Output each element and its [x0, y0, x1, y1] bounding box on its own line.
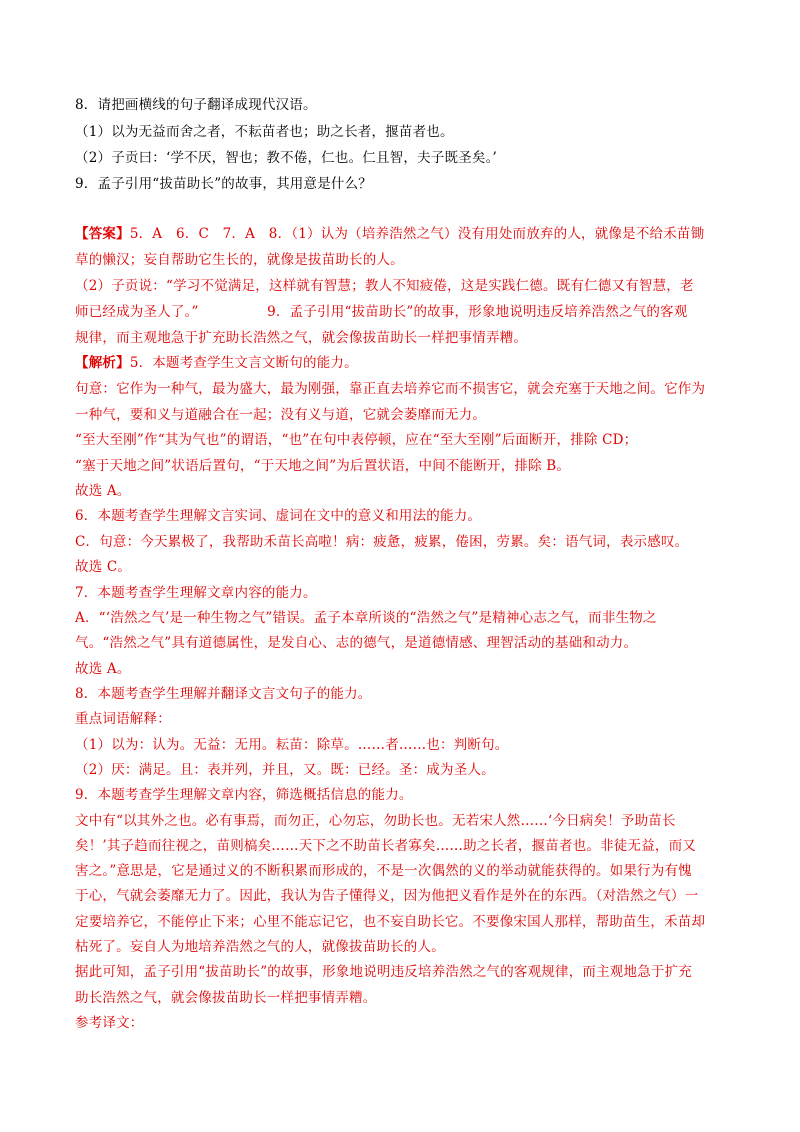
- answer-line-5: 规律，而主观地急于扩充助长浩然之气，就会像拔苗助长一样把事情弄糟。: [75, 330, 528, 346]
- answer-line-1: 【答案】5．A 6．C 7．A 8．（1）认为（培养浩然之气）没有用处而放弃的人，就像是不给禾苗锄: [75, 226, 705, 242]
- analysis-line-18: 9．本题考查学生理解文章内容，筛选概括信息的能力。: [75, 787, 413, 803]
- analysis-line-4: “至大至刚”作“其为气也”的谓语，“也”在句中表停顿，应在“至大至刚”后面断开，排除 CD；: [75, 432, 638, 448]
- analysis-line-10: 7．本题考查学生理解文章内容的能力。: [75, 585, 317, 601]
- answer-tag: 【答案】: [75, 226, 130, 242]
- analysis-line-27: 参考译文：: [75, 1015, 144, 1031]
- question-9: 9．孟子引用“拔苗助长”的故事，其用意是什么？: [75, 176, 372, 192]
- analysis-line-19: 文中有“以其外之也。必有事焉，而勿正，心勿忘，勿助长也。无若宋人然……‘今日病矣！予助苗长: [75, 813, 676, 829]
- analysis-line-6: 故选 A。: [75, 483, 131, 499]
- answer-line-2: 草的懒汉；妄自帮助它生长的，就像是拔苗助长的人。: [75, 252, 404, 268]
- question-8-1: （1）以为无益而舍之者，不耘苗者也；助之长者，揠苗者也。: [75, 124, 454, 140]
- analysis-line-11: A．“‘浩然之气’是一种生物之气”错误。孟子本章所谈的“浩然之气”是精神心志之气，而非生物之: [75, 610, 657, 626]
- analysis-line-17: （2）厌：满足。且：表并列，并且，又。既：已经。圣：成为圣人。: [75, 762, 495, 778]
- analysis-line-16: （1）以为：认为。无益：无用。耘苗：除草。……者……也：判断句。: [75, 737, 509, 753]
- analysis-line-25: 据此可知，孟子引用“拔苗助长”的故事，形象地说明违反培养浩然之气的客观规律，而主观地急于扩充: [75, 964, 693, 980]
- answer-line-4: 师已经成为圣人了。” 9．孟子引用“拔苗助长”的故事，形象地说明违反培养浩然之气的客观: [75, 304, 688, 320]
- analysis-line-2: 句意：它作为一种气，最为盛大，最为刚强，靠正直去培养它而不损害它，就会充塞于天地之间。它作为: [75, 381, 706, 397]
- analysis-line-20: 矣！’其子趋而往视之，苗则槁矣……天下之不助苗长者寡矣……助之长者，揠苗者也。非徒无益，而又: [75, 838, 696, 854]
- question-8-2: （2）子贡曰：‘学不厌，智也；教不倦，仁也。仁且智，夫子既圣矣。’: [75, 150, 498, 166]
- analysis-line-8: C．句意：今天累极了，我帮助禾苗长高啦！病：疲惫，疲累，倦困，劳累。矣：语气词，表示感叹。: [75, 534, 689, 550]
- question-8: 8．请把画横线的句子翻译成现代汉语。: [75, 97, 317, 113]
- analysis-tag: 【解析】: [75, 355, 130, 371]
- analysis-line-12: 气。“浩然之气”具有道德属性，是发自心、志的德气，是道德情感、理智活动的基础和动力。: [75, 635, 638, 651]
- analysis-line-7: 6．本题考查学生理解文言实词、虚词在文中的意义和用法的能力。: [75, 508, 482, 524]
- analysis-line-9: 故选 C。: [75, 559, 132, 575]
- analysis-line-3: 一种气，要和义与道融合在一起；没有义与道，它就会萎靡而无力。: [75, 407, 486, 423]
- analysis-line-13: 故选 A。: [75, 661, 131, 677]
- analysis-line-21: 害之。”意思是，它是通过义的不断积累而形成的，不是一次偶然的义的举动就能获得的。如果行为有愧: [75, 863, 692, 879]
- analysis-line-24: 枯死了。妄自人为地培养浩然之气的人，就像拔苗助长的人。: [75, 939, 445, 955]
- analysis-line-22: 于心，气就会萎靡无力了。因此，我认为告子懂得义，因为他把义看作是外在的东西。（对浩然之气）一: [75, 888, 699, 904]
- analysis-line-26: 助长浩然之气，就会像拔苗助长一样把事情弄糟。: [75, 990, 377, 1006]
- analysis-line-23: 定要培养它，不能停止下来；心里不能忘记它，也不妄自助长它。不要像宋国人那样，帮助苗生，禾苗却: [75, 914, 706, 930]
- answer-line-3: （2）子贡说：“学习不觉满足，这样就有智慧；教人不知疲倦，这是实践仁德。既有仁德又有智慧，老: [75, 278, 694, 294]
- analysis-line-5: “塞于天地之间”状语后置句，“于天地之间”为后置状语，中间不能断开，排除 B。: [75, 458, 571, 474]
- analysis-line-14: 8．本题考查学生理解并翻译文言文句子的能力。: [75, 686, 372, 702]
- analysis-line-15: 重点词语解释：: [75, 711, 171, 727]
- analysis-line-1: 【解析】5．本题考查学生文言文断句的能力。: [75, 355, 358, 371]
